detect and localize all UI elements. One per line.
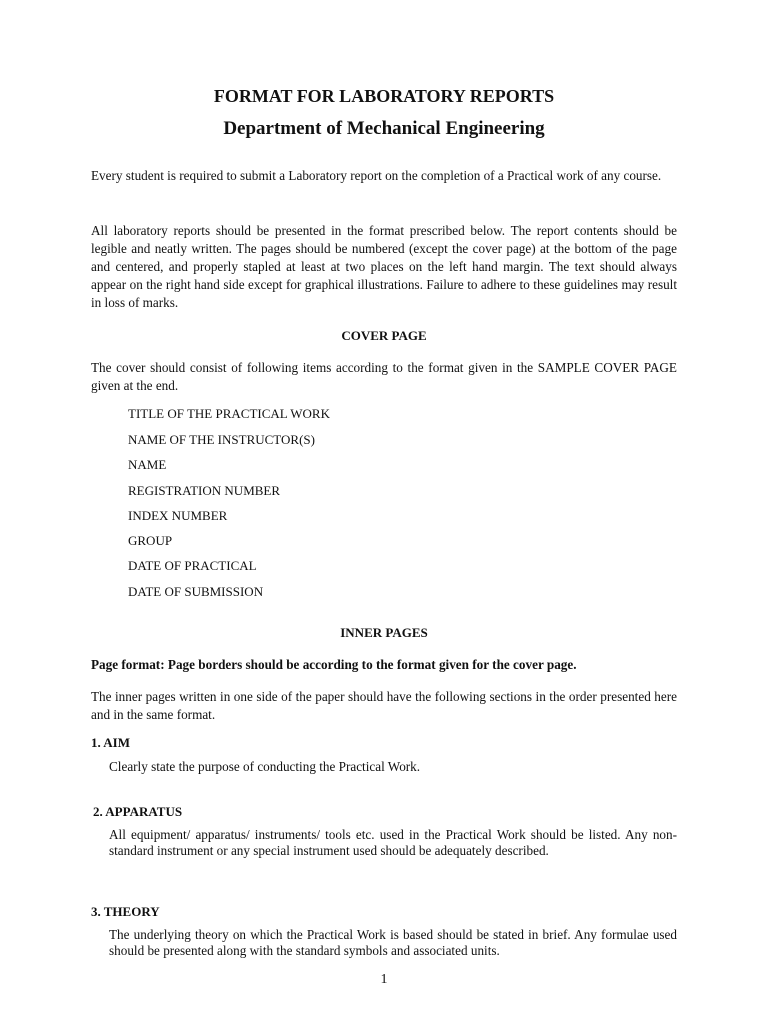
cover-item-registration: REGISTRATION NUMBER [128, 483, 281, 498]
cover-item-name: NAME [128, 457, 167, 472]
cover-item-instructor: NAME OF THE INSTRUCTOR(S) [128, 432, 315, 447]
cover-item-date-submission: DATE OF SUBMISSION [128, 584, 264, 599]
section-theory-heading: 3. THEORY [91, 904, 160, 919]
section-aim-body: Clearly state the purpose of conducting the Practical Work. [109, 759, 421, 774]
page-format-line: Page format: Page borders should be according to the format given for the cover page. [91, 657, 577, 672]
cover-item-title: TITLE OF THE PRACTICAL WORK [128, 406, 330, 421]
cover-item-group: GROUP [128, 533, 173, 548]
department-subtitle: Department of Mechanical Engineering [223, 118, 545, 139]
intro-paragraph-2: All laboratory reports should be presented in the format prescribed below. The report contents should be legible and neatly written. The pages should be numbered (except the cover page) at the bottom of the page and centered, and properly stapled at least at two places on the left hand margin. The text should always appear on the right hand side except for graphical illustrations. Failure to adhere to these guidelines may result in loss of marks. [91, 223, 677, 310]
section-theory-body: The underlying theory on which the Practical Work is based should be stated in brief. Any formulae used should be presented along with the standard symbols and associated units. [109, 927, 677, 958]
inner-pages-description: The inner pages written in one side of the paper should have the following sections in the order presented here and in the same format. [91, 689, 677, 722]
cover-item-index: INDEX NUMBER [128, 508, 228, 523]
cover-page-heading: COVER PAGE [341, 328, 427, 343]
document-title: FORMAT FOR LABORATORY REPORTS [213, 86, 555, 106]
page-number: 1 [380, 972, 388, 987]
section-apparatus-heading: 2. APPARATUS [93, 804, 183, 819]
section-apparatus-body: All equipment/ apparatus/ instruments/ tools etc. used in the Practical Work should be listed. Any non-standard instrument or any special instrument used should be adequately described. [109, 827, 677, 858]
section-aim-heading: 1. AIM [91, 735, 130, 750]
inner-pages-heading: INNER PAGES [340, 625, 428, 640]
intro-paragraph-1: Every student is required to submit a Laboratory report on the completion of a Practical work of any course. [91, 168, 662, 183]
cover-page-description: The cover should consist of following items according to the format given in the SAMPLE COVER PAGE given at the end. [91, 360, 677, 393]
cover-item-date-practical: DATE OF PRACTICAL [128, 558, 257, 573]
